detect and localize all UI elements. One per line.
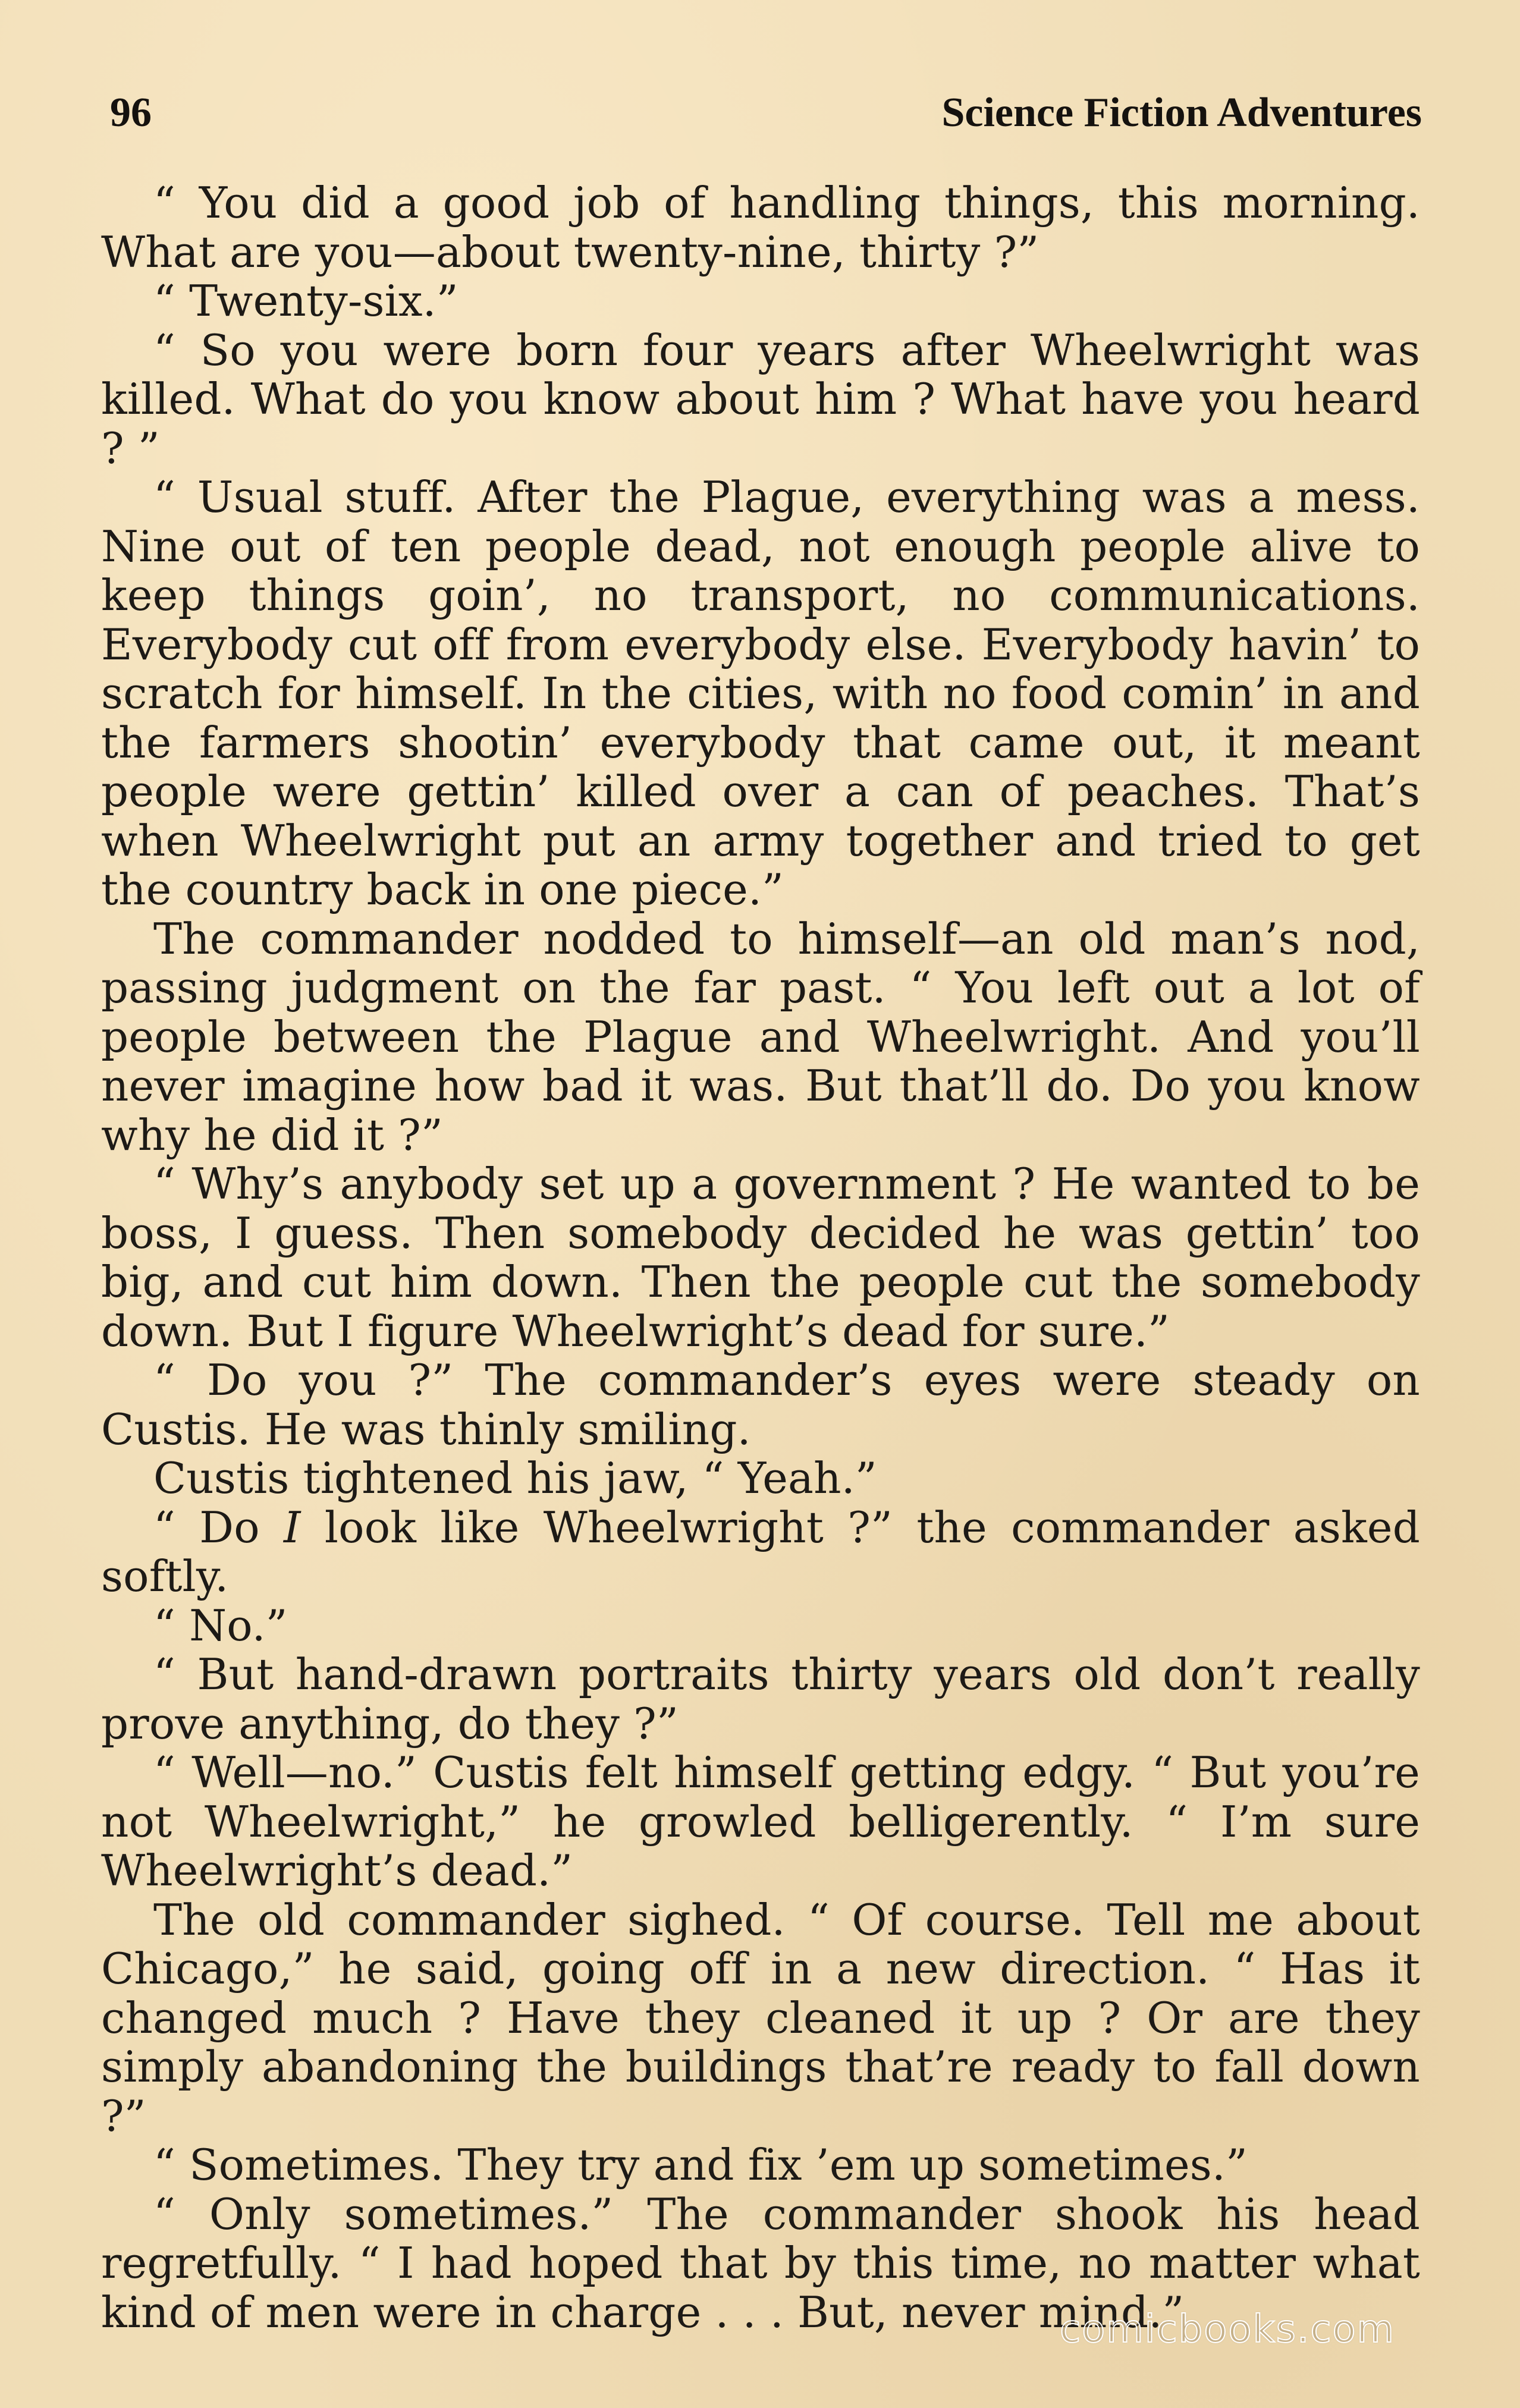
paragraph: “ So you were born four years after Wheelwright was killed. What do you know about him ? What have you heard ? ” <box>101 325 1420 473</box>
paragraph-text-after: look like Wheelwright ?” the commander asked softly. <box>101 1502 1421 1601</box>
paragraph: “ Usual stuff. After the Plague, everything was a mess. Nine out of ten people dead, not enough people alive to keep things goin’, no transport, no communications. Everybody cut off from everybody else. Everybody havin’ to scratch for himself. In the cities, with no food comin’ in and the farmers shootin’ everybody that came out, it meant people were gettin’ killed over a can of peaches. That’s when Wheelwright put an army together and tried to get the country back in one piece.” <box>101 472 1420 914</box>
paragraph: Custis tightened his jaw, “ Yeah.” <box>153 1453 877 1503</box>
paragraph: “ No.” <box>153 1600 288 1651</box>
body-text <box>101 178 1420 2337</box>
paragraph: “ But hand-drawn portraits thirty years old don’t really prove anything, do they ?” <box>101 1649 1420 1749</box>
paragraph: “ Sometimes. They try and fix ’em up sometimes.” <box>153 2140 1248 2190</box>
paragraph: “ Do you ?” The commander’s eyes were steady on Custis. He was thinly smiling. <box>101 1355 1420 1454</box>
paragraph: The old commander sighed. “ Of course. Tell me about Chicago,” he said, going off in a new direction. “ Has it changed much ? Have they cleaned it up ? Or are they simply abandoning the buildings that’re ready to fall down ?” <box>101 1894 1420 2141</box>
paragraph: “ You did a good job of handling things, this morning. What are you—about twenty-nine, thirty ?” <box>101 178 1420 277</box>
page-number: 96 <box>110 90 152 136</box>
running-title: Science Fiction Adventures <box>941 90 1422 136</box>
page-header <box>110 89 1422 149</box>
watermark: comicbooks.com <box>1059 2308 1395 2352</box>
paragraph: “ Well—no.” Custis felt himself getting edgy. “ But you’re not Wheelwright,” he growled belligerently. “ I’m sure Wheelwright’s dead.” <box>101 1747 1420 1895</box>
paragraph: The commander nodded to himself—an old man’s nod, passing judgment on the far past. “ You left out a lot of people between the Plague and Wheelwright. And you’ll never imagine how bad it was. But that’ll do. Do you know why he did it ?” <box>101 913 1420 1160</box>
paragraph: “ Why’s anybody set up a government ? He wanted to be boss, I guess. Then somebody decided he was gettin’ too big, and cut him down. Then the people cut the somebody down. But I figure Wheelwright’s dead for sure.” <box>101 1159 1420 1356</box>
paragraph-italic-text: I <box>284 1502 301 1552</box>
paragraph: “ Twenty-six.” <box>153 276 458 326</box>
paragraph: “ Only sometimes.” The commander shook his head regretfully. “ I had hoped that by this time, no matter what kind of men were in charge . . . But, never mind.” <box>101 2189 1420 2337</box>
paragraph <box>101 1503 1420 1601</box>
paragraph-text-before: “ Do <box>153 1502 284 1552</box>
